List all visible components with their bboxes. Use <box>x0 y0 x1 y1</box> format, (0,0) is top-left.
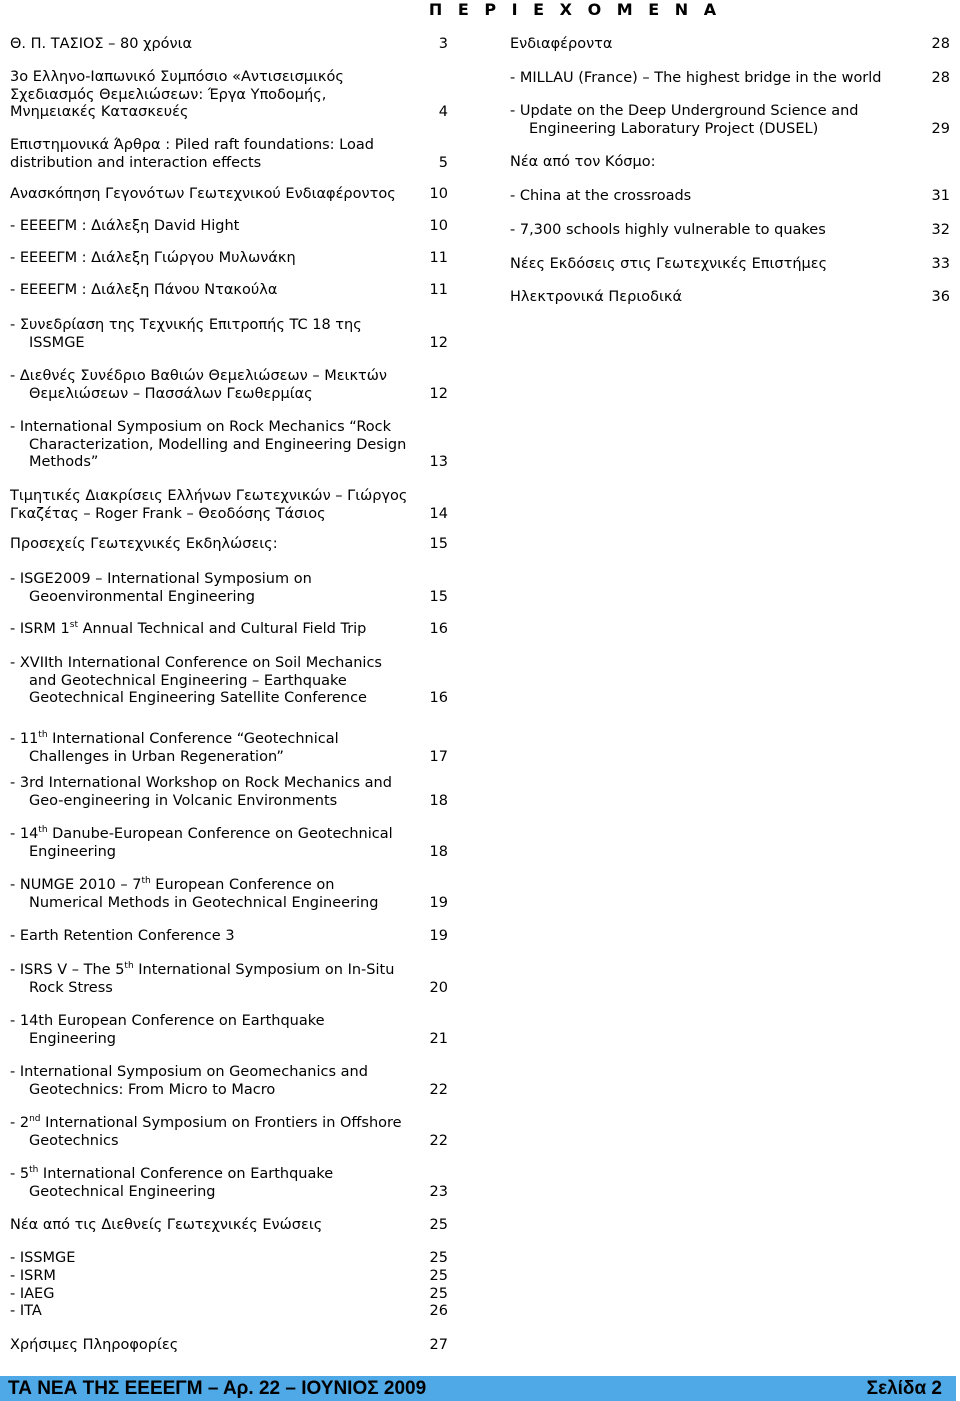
toc-entry <box>10 36 448 54</box>
toc-entry-title: 3ο Ελληνο-Ιαπωνικό Συμπόσιο «Αντισεισμικός Σχεδιασμός Θεμελιώσεων: Έργα Υποδομής, Μνημειακές Κατασκευές <box>10 69 344 120</box>
toc-entry-title: - 2nd International Symposium on Frontiers in Offshore Geotechnics <box>10 1114 402 1149</box>
toc-entry-title: - Update on the Deep Underground Science and Engineering Laboratury Project (DUSEL) <box>510 103 859 137</box>
toc-entry <box>10 655 448 708</box>
toc-entry-page: 28 <box>931 36 950 52</box>
toc-entry-title: - Συνεδρίαση της Τεχνικής Επιτροπής TC 18 της ISSMGE <box>10 317 362 351</box>
toc-entry-title: - ΕΕΕΕΓΜ : Διάλεξη Γιώργου Μυλωνάκη <box>10 250 296 266</box>
toc-entry-page: 5 <box>438 154 448 171</box>
toc-entry <box>510 256 950 274</box>
toc-entry-title: - ΕΕΕΕΓΜ : Διάλεξη Πάνου Ντακούλα <box>10 282 278 298</box>
toc-entry <box>10 1268 448 1286</box>
toc-entry-page: 12 <box>429 385 448 402</box>
toc-entry-title: Νέα από τον Κόσμο: <box>510 154 656 170</box>
toc-entry-title: - 11th International Conference “Geotechnical Challenges in Urban Regeneration” <box>10 730 339 765</box>
toc-entry-page: 16 <box>429 621 448 637</box>
toc-entry-title: - XVIIth International Conference on Soil Mechanics and Geotechnical Engineering – Earthquake Geotechnical Engineering Satellite Conference <box>10 655 382 706</box>
toc-entry-page: 21 <box>429 1030 448 1047</box>
toc-entry <box>10 1337 448 1355</box>
toc-entry-page: 25 <box>429 1250 448 1266</box>
toc-entry-title: - IAEG <box>10 1286 55 1302</box>
toc-entry <box>10 1013 448 1048</box>
toc-entry <box>10 731 448 766</box>
toc-entry-page: 33 <box>931 256 950 272</box>
toc-entry-title: Θ. Π. ΤΑΣΙΟΣ – 80 χρόνια <box>10 36 193 52</box>
toc-entry-title: - ISRS V – The 5th International Symposium on In-Situ Rock Stress <box>10 961 395 996</box>
toc-entry-title: Τιμητικές Διακρίσεις Ελλήνων Γεωτεχνικών – Γιώργος Γκαζέτας – Roger Frank – Θεοδόσης Τάσιος <box>10 488 408 522</box>
toc-entry-title: - 3rd International Workshop on Rock Mechanics and Geo-engineering in Volcanic Environments <box>10 775 392 809</box>
toc-entry-title: - 5th International Conference on Earthquake Geotechnical Engineering <box>10 1165 334 1200</box>
toc-entry-page: 10 <box>429 218 448 234</box>
toc-entry-title: - 14th European Conference on Earthquake Engineering <box>10 1013 325 1047</box>
toc-entry <box>10 488 448 523</box>
toc-entry <box>510 103 950 138</box>
toc-entry-page: 26 <box>429 1303 448 1319</box>
toc-entry-page: 18 <box>429 792 448 809</box>
toc-entry <box>10 282 448 300</box>
toc-entry <box>10 1064 448 1099</box>
toc-entry <box>10 962 448 997</box>
toc-entry-page: 13 <box>429 454 448 470</box>
toc-entry-title: Ηλεκτρονικά Περιοδικά <box>510 289 682 305</box>
toc-entry-title: Ενδιαφέροντα <box>510 36 613 52</box>
toc-entry-page: 19 <box>429 928 448 944</box>
toc-entry-page: 25 <box>429 1217 448 1233</box>
toc-entry-page: 4 <box>438 104 448 120</box>
toc-entry-title: - Earth Retention Conference 3 <box>10 928 235 944</box>
toc-entry-page: 17 <box>429 748 448 765</box>
toc-entry <box>510 154 950 172</box>
toc-entry <box>10 775 448 810</box>
toc-entry-page: 19 <box>429 894 448 911</box>
toc-entry <box>510 36 950 54</box>
toc-entry-page: 27 <box>429 1337 448 1353</box>
toc-entry-title: Επιστημονικά Άρθρα : Piled raft foundations: Load distribution and interaction effects <box>10 137 374 171</box>
toc-entry-title: - China at the crossroads <box>510 188 692 204</box>
toc-entry-page: 20 <box>429 979 448 996</box>
toc-entry-page: 15 <box>429 588 448 605</box>
toc-entry-page: 15 <box>429 536 448 552</box>
toc-entry-title: - MILLAU (France) – The highest bridge in the world <box>510 70 882 86</box>
toc-entry-title: Προσεχείς Γεωτεχνικές Εκδηλώσεις: <box>10 536 278 552</box>
toc-entry-title: - International Symposium on Geomechanics and Geotechnics: From Micro to Macro <box>10 1064 368 1098</box>
toc-entry <box>10 69 448 122</box>
toc-entry-title: - ISRM 1st Annual Technical and Cultural Field Trip <box>10 620 367 637</box>
toc-entry-title: - ITA <box>10 1303 42 1319</box>
toc-entry-page: 36 <box>931 289 950 305</box>
toc-entry-page: 14 <box>429 505 448 522</box>
toc-entry-page: 12 <box>429 334 448 351</box>
toc-entry-page: 10 <box>429 186 448 202</box>
toc-entry-page: 31 <box>931 188 950 204</box>
toc-entry <box>10 928 448 946</box>
toc-entry-page: 11 <box>429 250 448 266</box>
toc-entry-title: - NUMGE 2010 – 7th European Conference on Numerical Methods in Geotechnical Engineering <box>10 876 379 911</box>
toc-entry-title: - International Symposium on Rock Mechanics “Rock Characterization, Modelling and Engineering Design Methods” <box>10 419 407 470</box>
toc-entry <box>10 1250 448 1268</box>
toc-entry-page: 28 <box>931 70 950 86</box>
footer-publication: ΤΑ ΝΕΑ ΤΗΣ ΕΕΕΕΓΜ – Αρ. 22 – ΙΟΥΝΙΟΣ 2009 <box>8 1377 427 1399</box>
toc-entry-page: 16 <box>429 690 448 706</box>
toc-entry <box>10 1217 448 1235</box>
toc-entry-title: - 14th Danube-European Conference on Geotechnical Engineering <box>10 825 393 860</box>
toc-entry-page: 18 <box>429 843 448 860</box>
toc-entry-page: 11 <box>429 282 448 298</box>
toc-entry <box>10 1115 448 1150</box>
toc-entry <box>10 1166 448 1201</box>
toc-entry <box>10 218 448 236</box>
page-title: Π Ε Ρ Ι Ε Χ Ο Μ Ε Ν Α <box>428 0 722 19</box>
toc-entry <box>10 536 448 554</box>
toc-entry <box>10 1286 448 1304</box>
toc-entry-title: - 7,300 schools highly vulnerable to quakes <box>510 222 826 238</box>
toc-entry-title: - ISGE2009 – International Symposium on Geoenvironmental Engineering <box>10 571 312 605</box>
toc-entry <box>510 222 950 240</box>
toc-entry-title: - ΕΕΕΕΓΜ : Διάλεξη David Hight <box>10 218 240 234</box>
toc-entry <box>10 317 448 352</box>
toc-entry-page: 25 <box>429 1268 448 1284</box>
footer-bar <box>0 1376 956 1401</box>
toc-entry-page: 22 <box>429 1132 448 1149</box>
toc-entry-page: 23 <box>429 1183 448 1200</box>
toc-entry-title: - ISSMGE <box>10 1250 76 1266</box>
toc-entry-title: - ISRM <box>10 1268 56 1284</box>
toc-entry-title: Ανασκόπηση Γεγονότων Γεωτεχνικού Ενδιαφέροντος <box>10 186 396 202</box>
toc-entry <box>510 289 950 307</box>
toc-entry-title: Χρήσιμες Πληροφορίες <box>10 1337 179 1353</box>
toc-entry <box>510 70 950 88</box>
toc-entry <box>10 419 448 472</box>
toc-entry <box>10 1303 448 1321</box>
toc-entry <box>10 621 448 639</box>
toc-entry-page: 25 <box>429 1286 448 1302</box>
toc-entry <box>10 826 448 861</box>
toc-entry-title: Νέες Εκδόσεις στις Γεωτεχνικές Επιστήμες <box>510 256 828 272</box>
toc-entry <box>10 250 448 268</box>
toc-entry-page: 3 <box>438 36 448 52</box>
toc-entry <box>10 571 448 606</box>
toc-entry <box>10 137 448 172</box>
toc-entry-title: Νέα από τις Διεθνείς Γεωτεχνικές Ενώσεις <box>10 1217 323 1233</box>
toc-entry-page: 22 <box>429 1081 448 1098</box>
toc-entry <box>10 877 448 912</box>
footer-page-number: Σελίδα 2 <box>866 1377 942 1399</box>
toc-entry-title: - Διεθνές Συνέδριο Βαθιών Θεμελιώσεων – Μεικτών Θεμελιώσεων – Πασσάλων Γεωθερμίας <box>10 368 387 402</box>
toc-entry-page: 32 <box>931 222 950 238</box>
toc-entry <box>10 186 448 204</box>
toc-entry <box>10 368 448 403</box>
toc-entry-page: 29 <box>931 120 950 137</box>
toc-entry <box>510 188 950 206</box>
